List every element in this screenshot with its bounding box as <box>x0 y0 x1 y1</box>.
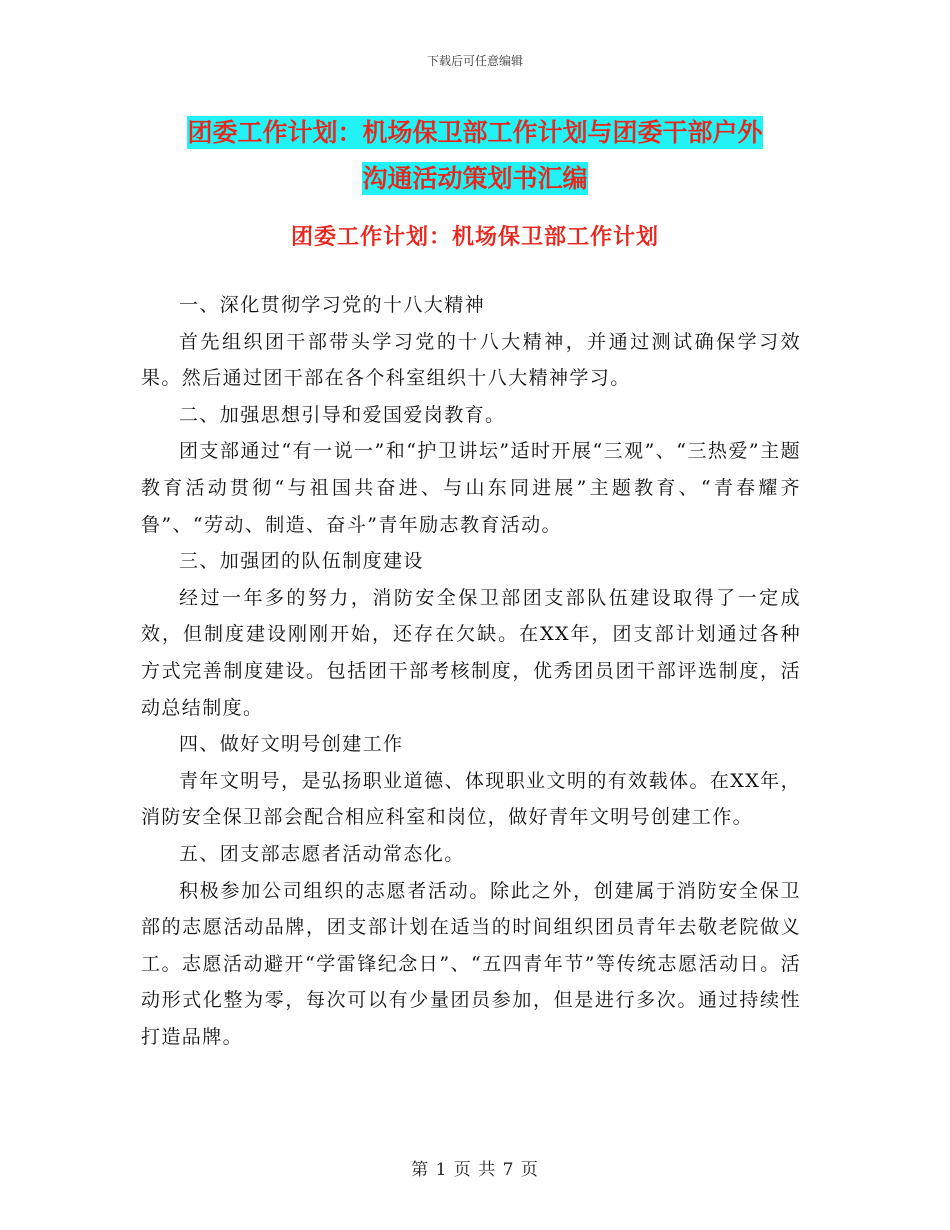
heading-3: 三、加强团的队伍制度建设 <box>179 550 424 573</box>
paragraph-1: 首先组织团干部带头学习党的十八大精神，并通过测试确保学习效果。然后通过团干部在各个科室组织十八大精神学习。 <box>141 330 801 390</box>
paragraph-4: 青年文明号，是弘扬职业道德、体现职业文明的有效载体。在XX年，消防安全保卫部会配合相应科室和岗位，做好青年文明号创建工作。 <box>141 769 801 829</box>
heading-4: 四、做好文明号创建工作 <box>179 733 404 756</box>
page-number-footer: 第 1 页 共 7 页 <box>411 1160 539 1180</box>
section-title: 团委工作计划：机场保卫部工作计划 <box>290 224 659 250</box>
paragraph-3: 经过一年多的努力，消防安全保卫部团支部队伍建设取得了一定成效，但制度建设刚刚开始，还存在欠缺。在XX年，团支部计划通过各种方式完善制度建设。包括团干部考核制度，优秀团员团干部评选制度，活动总结制度。 <box>141 586 801 719</box>
paragraph-2: 团支部通过“有一说一”和“护卫讲坛”适时开展“三观”、“三热爱”主题教育活动贯彻“与祖国共奋进、与山东同进展”主题教育、“青春耀齐鲁”、“劳动、制造、奋斗”青年励志教育活动。 <box>141 440 801 536</box>
document-body <box>141 287 801 1055</box>
heading-5: 五、团支部志愿者活动常态化。 <box>179 842 465 865</box>
document-title-line-1 <box>0 110 950 156</box>
heading-2: 二、加强思想引导和爱国爱岗教育。 <box>179 403 506 426</box>
heading-1: 一、深化贯彻学习党的十八大精神 <box>179 294 486 316</box>
document-title-text-1: 团委工作计划：机场保卫部工作计划与团委干部户外 <box>187 118 763 147</box>
header-note: 下载后可任意编辑 <box>426 54 523 68</box>
document-title-text-2: 沟通活动策划书汇编 <box>362 164 588 193</box>
paragraph-5: 积极参加公司组织的志愿者活动。除此之外，创建属于消防安全保卫部的志愿活动品牌，团支部计划在适当的时间组织团员青年去敬老院做义工。志愿活动避开“学雷锋纪念日”、“五四青年节”等传统志愿活动日。活动形式化整为零，每次可以有少量团员参加，但是进行多次。通过持续性打造品牌。 <box>141 879 801 1048</box>
document-title-line-2 <box>0 156 950 202</box>
document-title <box>0 110 950 202</box>
